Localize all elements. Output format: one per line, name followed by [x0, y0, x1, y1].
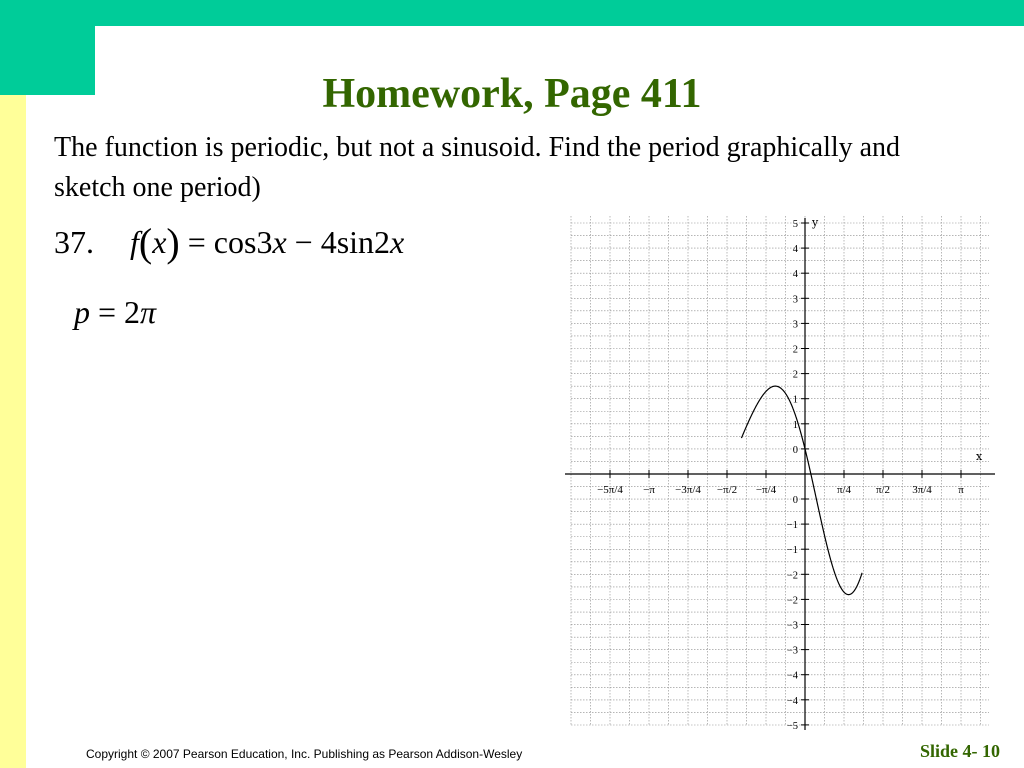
x-tick-label: −π — [643, 484, 655, 496]
left-accent-bar — [0, 95, 26, 768]
y-tick-label: 1 — [792, 419, 798, 431]
x-tick-label: π — [958, 484, 964, 496]
y-tick-label: 2 — [792, 344, 798, 356]
slide-title: Homework, Page 411 — [322, 71, 702, 117]
x-tick-label: π/4 — [836, 484, 852, 496]
y-tick-label: 4 — [792, 244, 798, 256]
formula-eq-cos: = cos — [179, 224, 257, 260]
y-tick-label: 3 — [792, 294, 798, 306]
y-tick-label: −1 — [786, 545, 798, 557]
x-tick-label: −π/2 — [716, 484, 738, 496]
period-answer — [74, 292, 156, 332]
slide-number: Slide 4- 10 — [919, 741, 1000, 761]
y-tick-label: −4 — [786, 695, 798, 707]
y-tick-label: 2 — [792, 369, 798, 381]
answer-p: p — [74, 294, 90, 330]
function-graph — [565, 208, 995, 748]
x-tick-label: 3π/4 — [912, 484, 932, 496]
formula-lparen: ( — [138, 220, 153, 265]
y-tick-label: −1 — [786, 520, 798, 532]
y-tick-label: 0 — [792, 444, 798, 456]
y-tick-label: 4 — [792, 269, 798, 281]
function-formula — [130, 222, 404, 263]
y-tick-label: −2 — [786, 595, 798, 607]
formula-rparen: ) — [166, 220, 180, 265]
y-tick-label: 5 — [792, 219, 798, 230]
y-tick-label: 3 — [792, 319, 798, 331]
y-axis-label: y — [812, 216, 819, 229]
x-axis-label: x — [976, 450, 983, 463]
answer-eq: = 2 — [90, 294, 141, 330]
y-tick-label: −3 — [786, 620, 798, 632]
formula-x2: x — [272, 224, 287, 260]
y-tick-label: −5 — [786, 720, 798, 732]
y-tick-label: 1 — [792, 394, 798, 406]
x-tick-label: −5π/4 — [597, 484, 623, 496]
formula-two: 2 — [374, 224, 391, 260]
answer-pi: π — [140, 294, 157, 330]
instructions-text: The function is periodic, but not a sinusoid. Find the period graphically and sketch one period) — [54, 132, 901, 203]
formula-three: 3 — [256, 224, 273, 260]
top-accent-bar — [95, 0, 1024, 26]
x-tick-label: −π/4 — [755, 484, 777, 496]
formula-f: f — [130, 224, 139, 260]
y-tick-label: −4 — [786, 670, 798, 682]
problem-number: 37. — [54, 224, 94, 260]
formula-x3: x — [390, 224, 405, 260]
copyright-notice: Copyright © 2007 Pearson Education, Inc. Publishing as Pearson Addison-Wesley — [86, 747, 523, 761]
x-tick-label: −3π/4 — [675, 484, 701, 496]
formula-minus-sin: − 4sin — [286, 224, 375, 260]
y-tick-label: −3 — [786, 645, 798, 657]
y-tick-label: −2 — [786, 570, 798, 582]
formula-x1: x — [152, 224, 167, 260]
y-tick-label: 0 — [792, 495, 798, 506]
x-tick-label: π/2 — [875, 484, 891, 496]
